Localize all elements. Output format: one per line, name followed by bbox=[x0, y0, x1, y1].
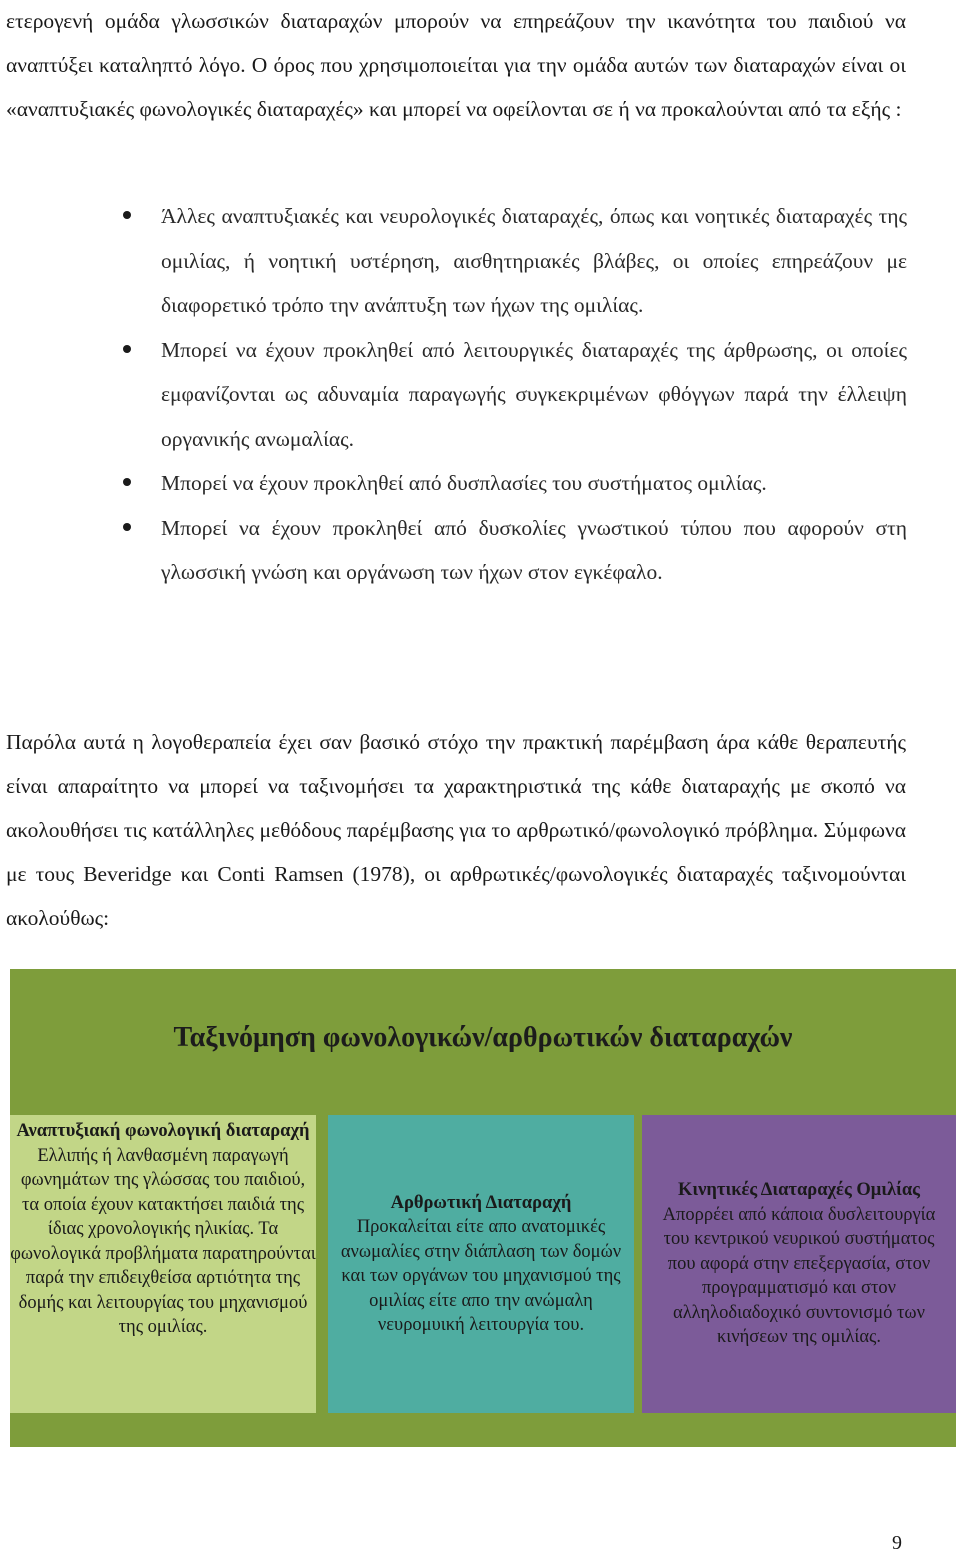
bullet-text: Άλλες αναπτυξιακές και νευρολογικές διαταραχές, όπως και νοητικές διαταραχές της ομιλίας, ή νοητική υστέρηση, αισθητηριακές βλάβες, οι οποίες επηρεάζουν με διαφορετικό τρόπο την ανάπτυξη των ήχων της ομιλίας. bbox=[161, 204, 907, 317]
taxonomy-title: Ταξινόμηση φωνολογικών/αρθρωτικών διαταραχών bbox=[173, 1022, 793, 1053]
bullet-text: Μπορεί να έχουν προκληθεί από δυσκολίες γνωστικού τύπου που αφορούν στη γλωσσική γνώση και οργάνωση των ήχων στον εγκέφαλο. bbox=[161, 515, 907, 584]
intro-paragraph: ετερογενή ομάδα γλωσσικών διαταραχών μπορούν να επηρεάζουν την ικανότητα του παιδιού να αναπτύξει καταληπτό λόγο. Ο όρος που χρησιμοποιείται για την ομάδα αυτών των διαταραχών είναι οι «αναπτυξιακές φωνολογικές διαταραχές» και μπορεί να οφείλονται σε ή να προκαλούνται από τα εξής : bbox=[6, 9, 906, 121]
bullet-item bbox=[0, 461, 907, 506]
bullet-item bbox=[0, 194, 907, 328]
bullet-dot-icon bbox=[123, 523, 131, 531]
motor-speech-disorder-box bbox=[642, 1115, 956, 1413]
taxonomy-diagram bbox=[10, 969, 956, 1447]
box-text: Απορρέει από κάποια δυσλειτουργία του κεντρικού νευρικού συστήματος που αφορά στην επεξεργασία, στον προγραμματισμό και στον αλληλοδιαδοχικό συντονισμό των κινήσεων της ομιλίας. bbox=[662, 1204, 936, 1348]
causes-bullet-list bbox=[0, 194, 907, 595]
bullet-text: Μπορεί να έχουν προκληθεί από δυσπλασίες του συστήματος ομιλίας. bbox=[161, 471, 767, 495]
bullet-item bbox=[0, 506, 907, 595]
box-text: Προκαλείται είτε απο ανατομικές ανωμαλίες στην διάπλαση των δομών και των οργάνων του μηχανισμού της ομιλίας είτε απο την ανώμαλη νευρομυική λειτουργία του. bbox=[340, 1217, 622, 1335]
bullet-item bbox=[0, 328, 907, 462]
developmental-phonological-box bbox=[10, 1115, 316, 1413]
page-number: 9 bbox=[892, 1532, 902, 1554]
box-text: Ελλιπής ή λανθασμένη παραγωγή φωνημάτων της γλώσσας του παιδιού, τα οποία έχουν κατακτήσει παιδιά της ίδιας χρονολογικής ηλικίας. Τα φωνολογικά προβλήματα παρατηρούνται παρά την επιδειχθείσα αρτιότητα της δομής και λειτουργίας του μηχανισμού της ομιλίας. bbox=[10, 1145, 316, 1337]
box-title: Αρθρωτική Διαταραχή bbox=[390, 1192, 572, 1213]
bullet-dot-icon bbox=[123, 478, 131, 486]
bullet-text: Μπορεί να έχουν προκληθεί από λειτουργικές διαταραχές της άρθρωσης, οι οποίες εμφανίζονται ως αδυναμία παραγωγής συγκεκριμένων φθόγγων παρά την έλλειψη οργανικής ανωμαλίας. bbox=[161, 337, 907, 451]
articulation-disorder-box bbox=[328, 1115, 634, 1413]
classification-paragraph: Παρόλα αυτά η λογοθεραπεία έχει σαν βασικό στόχο την πρακτική παρέμβαση άρα κάθε θεραπευτής είναι απαραίτητο να μπορεί να ταξινομήσει τα χαρακτηριστικά της κάθε διαταραχής με σκοπό να ακολουθήσει τις κατάλληλες μεθόδους παρέμβασης για το αρθρωτικό/φωνολογικό πρόβλημα. Σύμφωνα με τους Beveridge και Conti Ramsen (1978), οι αρθρωτικές/φωνολογικές διαταραχές ταξινομούνται ακολούθως: bbox=[6, 730, 906, 930]
bullet-dot-icon bbox=[123, 211, 131, 219]
box-title: Κινητικές Διαταραχές Ομιλίας bbox=[678, 1180, 920, 1201]
bullet-dot-icon bbox=[123, 345, 131, 353]
box-title: Αναπτυξιακή φωνολογική διαταραχή bbox=[16, 1121, 310, 1141]
